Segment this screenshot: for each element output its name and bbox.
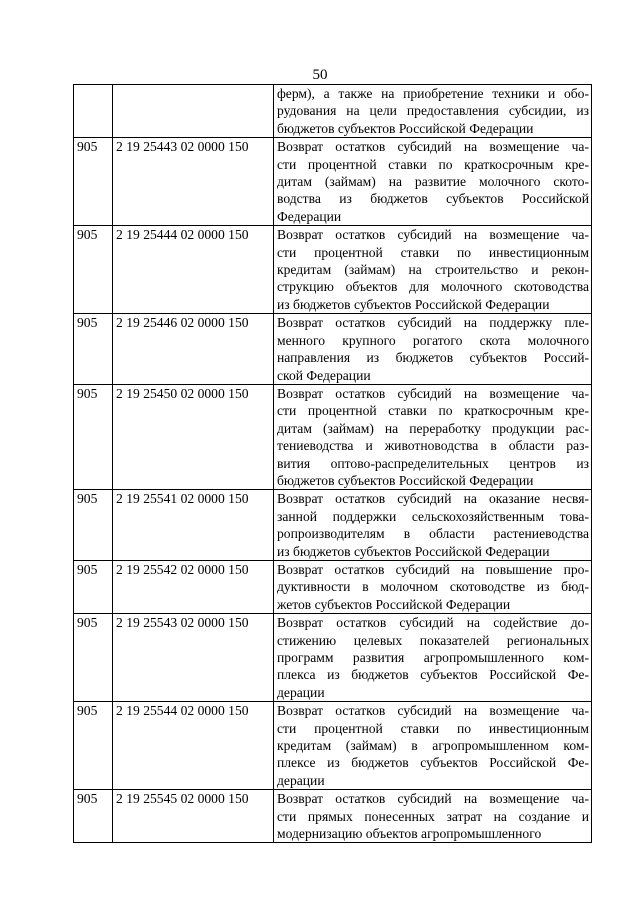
income-name-line: Федерации <box>277 208 342 224</box>
income-name-line: сти процентной ставки по инвестиционным <box>277 244 589 260</box>
table-row <box>74 790 592 843</box>
income-name-line: ферм), а также на приобретение техники и обо- <box>277 86 589 101</box>
income-name-line: ской Федерации <box>277 367 371 383</box>
income-name-line: из бюджетов субъектов Российской Федерации <box>277 296 550 312</box>
income-name-line: сти процентной ставки по краткосрочным кре- <box>277 156 589 172</box>
admin-code-cell: 905 <box>74 702 113 790</box>
income-name-line: Возврат остатков субсидий на оказание несвя- <box>277 491 589 507</box>
income-name-line: бюджетов субъектов Российской Федерации <box>277 472 534 488</box>
admin-code-cell: 905 <box>74 614 113 702</box>
budget-codes-table <box>73 84 592 843</box>
income-name-line: Возврат остатков субсидий на возмещение ча- <box>277 703 589 719</box>
income-name-cell <box>274 226 592 314</box>
income-name-line: модернизацию объектов агропромышленного <box>277 826 542 842</box>
budget-code-cell: 2 19 25450 02 0000 150 <box>113 384 274 489</box>
income-name-line: занной поддержки сельскохозяйственным това- <box>277 508 589 524</box>
admin-code-cell: 905 <box>74 384 113 489</box>
table-row <box>74 226 592 314</box>
table-row <box>74 490 592 561</box>
income-name-cell <box>274 702 592 790</box>
income-name-line: дуктивности в молочном скотоводстве из бюд- <box>277 579 589 595</box>
table-row <box>74 138 592 226</box>
income-name-line: направления из бюджетов субъектов Россий- <box>277 350 589 366</box>
table-row <box>74 314 592 385</box>
admin-code-cell: 905 <box>74 790 113 843</box>
income-name-cell <box>274 560 592 613</box>
income-name-line: менного крупного рогатого скота молочного <box>277 332 589 348</box>
income-name-line: Возврат остатков субсидий на содействие до- <box>277 615 589 631</box>
budget-code-cell <box>113 85 274 138</box>
income-name-cell <box>274 138 592 226</box>
table-row <box>74 560 592 613</box>
income-name-line: дитам (займам) на развитие молочного ското- <box>277 174 589 190</box>
income-name-line: жетов субъектов Российской Федерации <box>277 596 511 612</box>
income-name-line: кредитам (займам) на строительство и рекон- <box>277 262 589 278</box>
income-name-line: из бюджетов субъектов Российской Федерации <box>277 543 550 559</box>
income-name-cell <box>274 314 592 385</box>
income-name-line: Возврат остатков субсидий на возмещение ча- <box>277 227 589 243</box>
income-name-line: водства из бюджетов субъектов Российской <box>277 191 589 207</box>
budget-code-cell: 2 19 25545 02 0000 150 <box>113 790 274 843</box>
admin-code-cell: 905 <box>74 490 113 561</box>
income-name-line: рудования на цели предоставления субсидии, из <box>277 103 589 119</box>
income-name-line: бюджетов субъектов Российской Федерации <box>277 120 534 136</box>
admin-code-cell: 905 <box>74 138 113 226</box>
budget-code-cell: 2 19 25446 02 0000 150 <box>113 314 274 385</box>
income-name-line: стижению целевых показателей региональных <box>277 632 589 648</box>
income-name-line: плекса из бюджетов субъектов Российской Фе- <box>277 667 589 683</box>
income-name-line: программ развития агропромышленного ком- <box>277 650 589 665</box>
budget-code-cell: 2 19 25443 02 0000 150 <box>113 138 274 226</box>
income-name-line: вития оптово-распределительных центров из <box>277 455 589 471</box>
table-row <box>74 384 592 489</box>
income-name-line: струкцию объектов для молочного скотоводства <box>277 279 589 295</box>
income-name-line: Возврат остатков субсидий на возмещение ча- <box>277 139 589 155</box>
admin-code-cell: 905 <box>74 314 113 385</box>
income-name-cell <box>274 790 592 843</box>
income-name-line: сти процентной ставки по краткосрочным кре- <box>277 403 589 419</box>
income-name-cell <box>274 614 592 702</box>
income-name-line: Возврат остатков субсидий на повышение про- <box>277 561 589 577</box>
income-name-line: Возврат остатков субсидий на поддержку пле- <box>277 315 589 331</box>
table-row <box>74 85 592 138</box>
income-name-line: Возврат остатков субсидий на возмещение ча- <box>277 791 589 807</box>
income-name-line: тениеводства и животноводства в области раз- <box>277 438 589 454</box>
income-name-cell <box>274 85 592 138</box>
income-name-line: Возврат остатков субсидий на возмещение ча- <box>277 385 589 401</box>
budget-code-cell: 2 19 25542 02 0000 150 <box>113 560 274 613</box>
income-name-line: сти прямых понесенных затрат на создание и <box>277 808 589 824</box>
income-name-line: плексе из бюджетов субъектов Российской Фе- <box>277 755 589 771</box>
income-name-line: кредитам (займам) в агропромышленном ком- <box>277 738 589 754</box>
admin-code-cell: 905 <box>74 226 113 314</box>
budget-code-cell: 2 19 25543 02 0000 150 <box>113 614 274 702</box>
income-name-line: дитам (займам) на переработку продукции рас- <box>277 420 589 436</box>
budget-code-cell: 2 19 25444 02 0000 150 <box>113 226 274 314</box>
admin-code-cell <box>74 85 113 138</box>
income-name-line: ропроизводителям в области растениеводства <box>277 526 589 542</box>
table-row <box>74 702 592 790</box>
income-name-line: дерации <box>277 684 325 700</box>
income-name-cell <box>274 384 592 489</box>
table-body <box>74 85 592 843</box>
table-row <box>74 614 592 702</box>
income-name-line: дерации <box>277 772 325 788</box>
page-number: 50 <box>312 67 328 83</box>
budget-code-cell: 2 19 25541 02 0000 150 <box>113 490 274 561</box>
income-name-cell <box>274 490 592 561</box>
income-name-line: сти процентной ставки по инвестиционным <box>277 720 589 736</box>
admin-code-cell: 905 <box>74 560 113 613</box>
budget-code-cell: 2 19 25544 02 0000 150 <box>113 702 274 790</box>
